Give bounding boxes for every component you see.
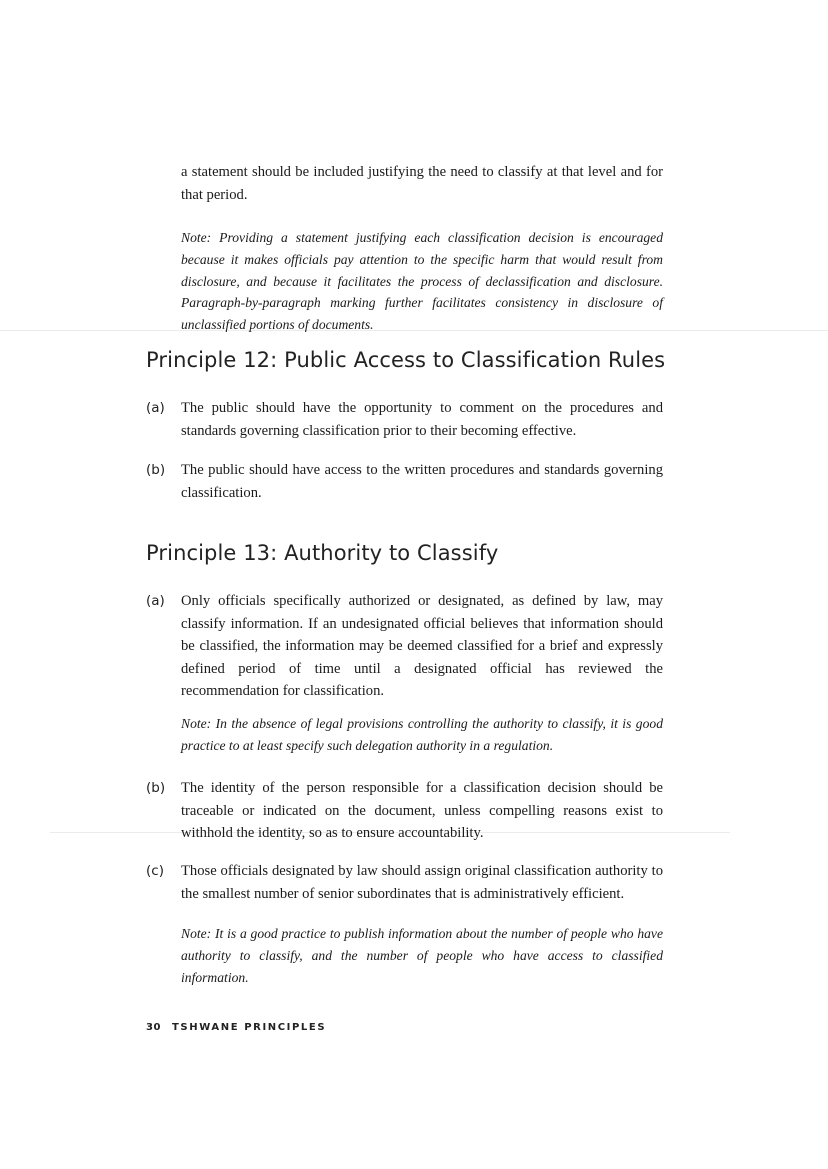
intro-paragraph: a statement should be included justifying the need to classify at that level and for that period. — [181, 164, 663, 203]
principle-12-b-label: (b) — [146, 462, 166, 478]
principle-13-a-label: (a) — [146, 593, 165, 609]
principle-13-heading: Principle 13: Authority to Classify — [146, 541, 499, 565]
principle-13-b-label: (b) — [146, 780, 166, 796]
principle-13-c-text: Those officials designated by law should assign original classification authority to the smallest number of senior subordinates that is administratively efficient. — [181, 863, 663, 902]
principle-12-heading: Principle 12: Public Access to Classification Rules — [146, 348, 666, 372]
principle-13-a-note: Note: In the absence of legal provisions controlling the authority to classify, it is good practice to at least specify such delegation authority in a regulation. — [181, 716, 663, 753]
page-number: 30 — [146, 1022, 161, 1033]
principle-13-c-label: (c) — [146, 863, 164, 879]
principle-13-a-text: Only officials specifically authorized or designated, as defined by law, may classify information. If an undesignated official believes that information should be classified, the information may be deemed classified for a brief and expressly defined period of time until a designated official has reviewed the recommendation for classification. — [181, 593, 663, 699]
running-title: TSHWANE PRINCIPLES — [172, 1022, 327, 1033]
principle-13-c-note: Note: It is a good practice to publish information about the number of people who have authority to classify, and the number of people who have access to classified information. — [181, 926, 663, 985]
principle-12-a-text: The public should have the opportunity to comment on the procedures and standards governing classification prior to their becoming effective. — [181, 400, 663, 439]
principle-13-b-text: The identity of the person responsible for a classification decision should be traceable or indicated on the document, unless compelling reasons exist to withhold the identity, so as to ensure accountability. — [181, 780, 663, 841]
principle-12-b-text: The public should have access to the written procedures and standards governing classification. — [181, 462, 663, 501]
principle-12-a-label: (a) — [146, 400, 165, 416]
intro-note: Note: Providing a statement justifying each classification decision is encouraged because it makes officials pay attention to the specific harm that would result from disclosure, and because it facilitates the process of declassification and disclosure. Paragraph-by-paragraph marking further facilitates consistency in disclosure of unclassified portions of documents. — [181, 230, 663, 333]
page-footer — [146, 1022, 326, 1033]
